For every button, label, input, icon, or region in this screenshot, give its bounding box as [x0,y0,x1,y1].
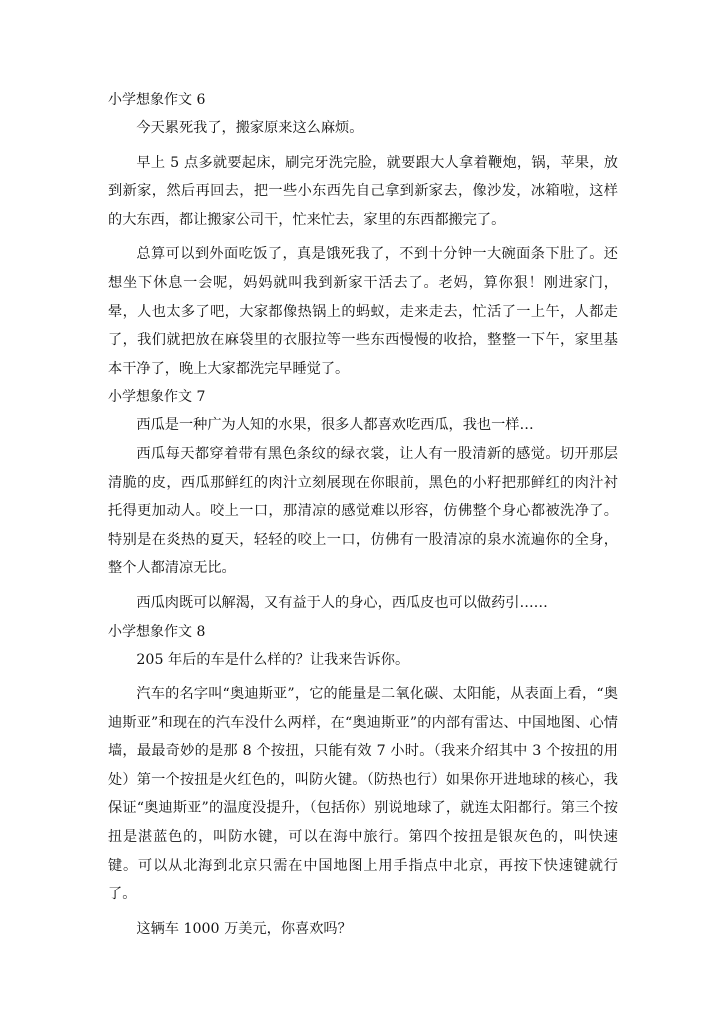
section-title: 小学想象作文 6 [108,92,206,108]
section-title: 小学想象作文 7 [108,389,206,406]
paragraph: 早上 5 点多就要起床，刷完牙洗完脸，就要跟大人拿着鞭炮，锅，苹果，放到新家，然后再回去，把一些小东西先自己拿到新家去，像沙发，冰箱啦，这样的大东西，都让搬家公司干，忙来忙去，家里的东西都搬完了。 [108,154,618,228]
essay-section-7 [108,383,618,617]
paragraph: 西瓜每天都穿着带有黑色条纹的绿衣裳，让人有一股清新的感觉。切开那层清脆的皮，西瓜那鲜红的肉汁立刻展现在你眼前，黑色的小籽把那鲜红的肉汁衬托得更加动人。咬上一口，那清凉的感觉难以形容，仿佛整个身心都被洗净了。特别是在炎热的夏天，轻轻的咬上一口，仿佛有一股清凉的泉水流遍你的全身，整个人都清凉无比。 [108,445,618,577]
paragraph: 汽车的名字叫“奥迪斯亚”，它的能量是二氧化碳、太阳能，从表面上看，“奥迪斯亚”和现在的汽车没什么两样，在“奥迪斯亚”的内部有雷达、中国地图、心情墙，最最奇妙的是那 8 个按扭，只能有效 7 小时。（我来介绍其中 3 个按扭的用处）第一个按扭是火红色的，叫防火键。（防热也行）如果你开进地球的核心，我保证“奥迪斯亚”的温度没提升，（包括你）别说地球了，就连太阳都行。第三个按扭是湛蓝色的，叫防水键，可以在海中旅行。第四个按扭是银灰色的，叫快速键。可以从北海到北京只需在中国地图上用手指点中北京，再按下快速键就行了。 [108,686,618,903]
paragraph: 西瓜肉既可以解渴，又有益于人的身心，西瓜皮也可以做药引…… [136,594,548,611]
paragraph: 今天累死我了，搬家原来这么麻烦。 [136,120,364,136]
section-title: 小学想象作文 8 [108,623,206,640]
paragraph: 总算可以到外面吃饭了，真是饿死我了，不到十分钟一大碗面条下肚了。还想坐下休息一会呢，妈妈就叫我到新家干活去了。老妈，算你狠！刚进家门，晕，人也太多了吧，大家都像热锅上的蚂蚁，走来走去，忙活了一上午，人都走了，我们就把放在麻袋里的衣服拉等一些东西慢慢的收拾，整整一下午，家里基本干净了，晚上大家都洗完早睡觉了。 [108,246,618,377]
essay-section-8 [108,618,618,944]
paragraph: 这辆车 1000 万美元，你喜欢吗？ [136,920,352,937]
paragraph: 205 年后的车是什么样的？让我来告诉你。 [136,651,410,668]
paragraph: 西瓜是一种广为人知的水果，很多人都喜欢吃西瓜，我也一样… [136,417,534,434]
essay-section-6 [108,86,618,383]
document-page [108,86,618,943]
